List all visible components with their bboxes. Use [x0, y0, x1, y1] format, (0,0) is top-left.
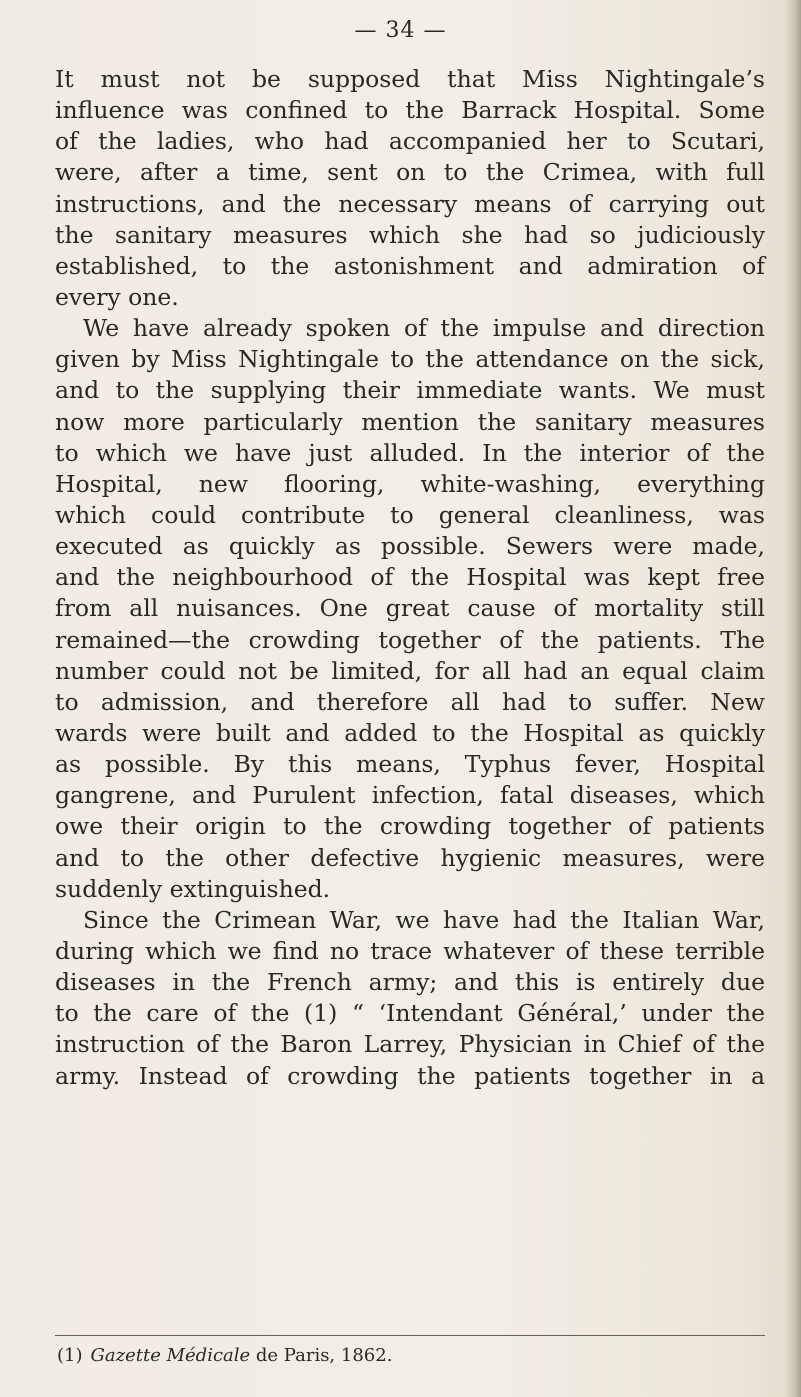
text-line: to which we have just alluded. In the interior of the [55, 438, 765, 467]
text-line: instruction of the Baron Larrey, Physician in Chief of the [55, 1030, 765, 1059]
text-line: which could contribute to general cleanliness, was [55, 500, 765, 529]
text-line: during which we find no trace whatever of these terrible [55, 936, 765, 965]
text-line: It must not be supposed that Miss Nightingale’s [55, 65, 765, 93]
text-line: suddenly extinguished. [55, 874, 331, 903]
footnote-number: (1) [57, 1345, 83, 1366]
text-line: number could not be limited, for all had an equal claim [55, 656, 765, 685]
text-line: established, to the astonishment and admiration of [55, 251, 765, 280]
text-line: army. Instead of crowding the patients together in a [55, 1061, 765, 1090]
page-edge-shadow [785, 0, 801, 1397]
footnote-rest: de Paris, 1862. [255, 1345, 393, 1366]
text-line: wards were built and added to the Hospital as quickly [55, 718, 765, 747]
text-line: Hospital, new flooring, white-washing, everything [55, 469, 765, 498]
text-line: as possible. By this means, Typhus fever, Hospital [55, 750, 765, 779]
text-line: and the neighbourhood of the Hospital was kept free [55, 563, 765, 592]
footnote [57, 1343, 757, 1369]
body-text [55, 64, 765, 1092]
text-line: were, after a time, sent on to the Crimea, with full [55, 158, 765, 187]
text-line: gangrene, and Purulent infection, fatal diseases, which [55, 781, 765, 810]
footnote-journal: Gazette Médicale [90, 1345, 251, 1366]
text-line: and to the other defective hygienic measures, were [55, 843, 765, 872]
text-line: given by Miss Nightingale to the attendance on the sick, [55, 345, 765, 374]
text-line: from all nuisances. One great cause of mortality still [55, 594, 765, 623]
text-line: and to the supplying their immediate wants. We must [55, 376, 765, 405]
text-line: the sanitary measures which she had so judiciously [55, 220, 765, 249]
text-line: to the care of the (1) “ ‘Intendant Général,’ under the [55, 999, 765, 1028]
text-line: executed as quickly as possible. Sewers were made, [55, 532, 765, 561]
text-line: We have already spoken of the impulse and direction [83, 314, 765, 343]
text-line: to admission, and therefore all had to suffer. New [55, 687, 765, 716]
text-line: remained—the crowding together of the patients. The [55, 625, 765, 654]
text-line: influence was confined to the Barrack Hospital. Some [55, 96, 765, 125]
text-line: diseases in the French army; and this is entirely due [55, 968, 765, 997]
text-line: Since the Crimean War, we have had the Italian War, [83, 905, 765, 934]
page-number: — 34 — [354, 18, 447, 43]
text-line: owe their origin to the crowding together of patients [55, 812, 765, 841]
text-line: every one. [55, 282, 179, 311]
text-line: instructions, and the necessary means of carrying out [55, 189, 765, 218]
text-line: of the ladies, who had accompanied her to Scutari, [55, 127, 765, 156]
footnote-rule [55, 1335, 765, 1336]
text-line: now more particularly mention the sanitary measures [55, 407, 765, 436]
